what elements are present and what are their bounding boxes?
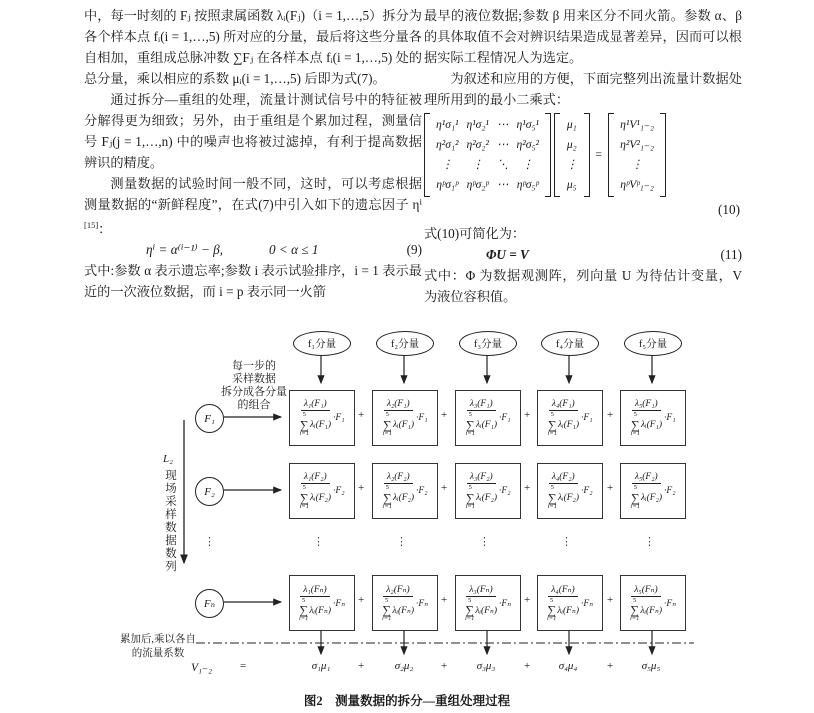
split-arrows [321, 354, 652, 383]
split-term-box [537, 463, 603, 519]
plus-sign: + [524, 409, 531, 421]
paragraph-text: ： [98, 221, 112, 237]
matrix-cell: η¹σ₁¹ [436, 118, 459, 131]
multiplier: ·Fₙ [581, 598, 594, 609]
paragraph: 式中:参数 α 表示遗忘率;参数 i 表示试验排序，i = 1 表示最近的一次液位数据，而 i = p 表示同一火箭 [84, 263, 422, 300]
plus-sign: + [358, 482, 365, 494]
left-column [84, 5, 422, 302]
sigma-icon: ∑ [630, 417, 640, 432]
fraction-numerator: λ₄(F₁) [549, 399, 578, 411]
sum-lower-limit: i=1 [465, 429, 475, 437]
fraction-denominator: λᵢ(F₂) [309, 492, 332, 503]
component-ellipse: f₅分量 [624, 331, 682, 356]
split-term-box [372, 390, 438, 446]
plus-sign: + [524, 660, 531, 672]
label-line: 拆分成各分量 [221, 386, 287, 398]
multiplier: ·F₁ [581, 413, 593, 423]
equation-formula: ηⁱ = α⁽ⁱ⁻¹⁾ − β, [146, 242, 224, 258]
multiplier: ·F₁ [333, 413, 345, 423]
equation-number: (9) [406, 242, 422, 258]
l2-label: L₂ [163, 453, 173, 465]
equation-10-matrix [424, 113, 742, 197]
matrix-cell: ηᵖσ₅ᵖ [516, 178, 539, 191]
result-term: σ₃μ₃ [476, 660, 496, 672]
sum-upper-limit: 5 [385, 411, 389, 418]
vector-cell: μ₁ [566, 118, 577, 131]
split-term-box [620, 463, 686, 519]
sigma-icon: ∑ [299, 603, 308, 617]
equation-condition: 0 < α ≤ 1 [269, 242, 319, 258]
sum-upper-limit: 5 [633, 411, 637, 418]
fraction-numerator: λ₂(F₁) [384, 399, 413, 411]
right-column [424, 5, 742, 307]
vertical-ellipsis: ⋮ [644, 536, 655, 548]
sum-upper-limit: 5 [550, 484, 554, 491]
figure-2-diagram [0, 330, 814, 692]
split-term-box [455, 390, 521, 446]
matrix-cell: η¹σ₂¹ [466, 118, 489, 131]
fraction-numerator: λ₁(Fₙ) [300, 584, 329, 597]
plus-sign: + [358, 594, 365, 606]
vertical-ellipsis: ⋮ [313, 536, 324, 548]
sigma-icon: ∑ [630, 490, 640, 505]
multiplier: ·F₂ [581, 486, 593, 496]
split-term-box [289, 575, 355, 631]
plus-sign: + [524, 482, 531, 494]
equation-11 [424, 244, 742, 265]
bracket-left [608, 113, 614, 197]
sum-upper-limit: 5 [302, 484, 306, 491]
plus-sign: + [607, 660, 614, 672]
vector-cell: η²V²₁₋₂ [620, 138, 655, 151]
sigma-icon: ∑ [547, 490, 557, 505]
sum-lower-limit: i=1 [299, 429, 309, 437]
matrix-cell: η²σ₂² [466, 138, 489, 151]
vector-cell: ⋮ [631, 158, 643, 171]
fraction-denominator: λᵢ(F₁) [309, 419, 332, 430]
sum-lower-limit: i=1 [382, 502, 392, 510]
vector-cell: ηᵖVᵖ₁₋₂ [620, 178, 654, 191]
plus-sign: + [441, 482, 448, 494]
fraction-numerator: λ₂(F₂) [384, 472, 413, 484]
sigma-icon: ∑ [299, 490, 309, 505]
sum-symbol [631, 485, 640, 510]
fraction-numerator: λ₃(Fₙ) [466, 584, 495, 597]
multiplier: ·F₂ [333, 486, 345, 496]
matrix-cell: η¹σ₅¹ [516, 118, 539, 131]
sum-upper-limit: 5 [550, 411, 554, 418]
sum-symbol [548, 485, 557, 510]
bracket-right [660, 113, 666, 197]
sum-lower-limit: i=1 [298, 615, 309, 622]
fraction-denominator: λᵢ(Fₙ) [309, 605, 332, 616]
matrix-cell: ⋮ [521, 158, 534, 171]
plus-sign: + [607, 594, 614, 606]
fraction-denominator: λᵢ(F₂) [392, 492, 415, 503]
sum-symbol [466, 485, 475, 510]
split-term-box [537, 390, 603, 446]
row-arrows [224, 417, 281, 602]
bracket-right [584, 113, 590, 197]
sigma-icon: ∑ [630, 603, 639, 617]
equation-9 [84, 239, 422, 260]
sum-lower-limit: i=1 [629, 615, 640, 622]
paragraph: 式中：Φ 为数据观测阵，列向量 U 为待估计变量，V 为液位容积值。 [424, 268, 742, 304]
sigma-icon: ∑ [465, 603, 474, 617]
label-line: 每一步的 [232, 360, 276, 372]
paragraph: 为叙述和应用的方便，下面完整列出流量计数据处理所用到的最小二乘式： [424, 71, 742, 107]
paragraph [84, 173, 422, 239]
equation-formula: ΦU = V [486, 247, 529, 262]
fraction-denominator: λᵢ(F₂) [640, 492, 663, 503]
matrix-cell: η²σ₁² [436, 138, 459, 151]
plus-sign: + [524, 594, 531, 606]
plus-sign: + [441, 660, 448, 672]
matrix-cell: ⋯ [496, 118, 509, 131]
plus-sign: + [358, 409, 365, 421]
fraction-numerator: λ₅(Fₙ) [631, 584, 660, 597]
sum-symbol [465, 598, 474, 623]
label-line: 累加后,乘以各自 [119, 634, 197, 645]
sum-lower-limit: i=1 [547, 429, 557, 437]
component-ellipse: f₂分量 [376, 331, 434, 356]
sum-upper-limit: 5 [385, 484, 389, 491]
multiplier: ·Fₙ [664, 598, 677, 609]
fraction-denominator: λᵢ(F₁) [475, 419, 498, 430]
sum-lower-limit: i=1 [630, 502, 640, 510]
sum-lower-limit: i=1 [630, 429, 640, 437]
vector-cell: η¹V¹₁₋₂ [620, 118, 655, 131]
plus-sign: + [607, 409, 614, 421]
sum-symbol [383, 485, 392, 510]
sum-upper-limit: 5 [550, 596, 554, 604]
fraction-denominator: λᵢ(Fₙ) [640, 605, 663, 616]
vector-cell: ⋮ [565, 158, 578, 171]
split-term-box [455, 463, 521, 519]
split-term-box [620, 575, 686, 631]
fraction-denominator: λᵢ(F₁) [640, 419, 663, 430]
paragraph-text: 测量数据的试验时间一般不同，这时，可以考虑根据测量数据的“新鲜程度”，在式(7)中引入如下的遗忘因子 ηⁱ [84, 176, 422, 212]
equation-number: (10) [718, 202, 740, 217]
sum-upper-limit: 5 [633, 596, 637, 604]
sum-upper-limit: 5 [302, 596, 306, 604]
fraction-numerator: λ₅(F₂) [632, 472, 661, 484]
sigma-icon: ∑ [382, 417, 392, 432]
sum-upper-limit: 5 [468, 596, 472, 604]
accumulate-label [114, 633, 202, 660]
fraction-denominator: λᵢ(F₁) [392, 419, 415, 430]
matrix-cell: ηᵖσ₂ᵖ [466, 178, 489, 191]
result-term: σ₂μ₂ [394, 660, 414, 672]
sum-symbol [382, 598, 391, 623]
matrix-cell: ⋯ [496, 138, 509, 151]
fraction-numerator: λ₅(F₁) [632, 399, 661, 411]
matrix-cell: ηᵖσ₁ᵖ [436, 178, 459, 191]
sum-symbol [548, 412, 557, 437]
sum-upper-limit: 5 [633, 484, 637, 491]
multiplier: ·F₂ [416, 486, 428, 496]
multiplier: ·F₂ [499, 486, 511, 496]
sum-lower-limit: i=1 [299, 502, 309, 510]
sigma-icon: ∑ [299, 417, 309, 432]
component-ellipse: f₃分量 [459, 331, 517, 356]
multiplier: ·F₁ [416, 413, 428, 423]
fraction-numerator: λ₂(Fₙ) [383, 584, 412, 597]
signal-circle: F₁ [195, 404, 224, 433]
vertical-ellipsis: ⋮ [479, 536, 490, 548]
signal-circle: F₂ [195, 477, 224, 506]
multiplier: ·F₁ [499, 413, 511, 423]
sum-upper-limit: 5 [385, 596, 389, 604]
split-term-box [289, 390, 355, 446]
bracket-left [424, 113, 430, 197]
sampling-sequence-label: 现场采样数据数列 [164, 469, 176, 573]
fraction-numerator: λ₁(F₂) [301, 472, 330, 484]
sigma-icon: ∑ [382, 603, 391, 617]
sum-lower-limit: i=1 [464, 615, 475, 622]
paragraph: 通过拆分—重组的处理，流量计测试信号中的特征被分解得更为细致；另外，由于重组是个累加过程，测量信号 Fⱼ(j = 1,…,n) 中的噪声也将被过滤掉，有利于提高数据辨识的精度。 [84, 92, 422, 170]
paragraph: 中，每一时刻的 Fⱼ 按照隶属函数 λᵢ(Fⱼ)（i = 1,…,5）拆分为各个样本点 fᵢ(i = 1,…,5) 所对应的分量，最后将这些分量各自相加，重组成总脉冲数 ∑Fⱼ 在各样本点 fᵢ(i = 1,…,5) 处的总分量，乘以相应的系数 μᵢ(i = 1,…,5) 后即为式(7)。 [84, 8, 422, 86]
split-term-box [289, 463, 355, 519]
label-line: 采样数据 [232, 373, 276, 385]
matrix-cell: ⋮ [471, 158, 484, 171]
bracket-left [554, 113, 560, 197]
split-term-box [537, 575, 603, 631]
sigma-icon: ∑ [382, 490, 392, 505]
label-line: 的组合 [237, 399, 271, 411]
sum-symbol [466, 412, 475, 437]
fraction-numerator: λ₃(F₁) [467, 399, 496, 411]
figure-caption: 图2 测量数据的拆分—重组处理过程 [303, 694, 511, 708]
sigma-icon: ∑ [547, 603, 556, 617]
fraction-denominator: λᵢ(F₁) [557, 419, 580, 430]
vertical-ellipsis: ⋮ [204, 536, 215, 548]
sigma-icon: ∑ [465, 417, 475, 432]
equals-sign: = [240, 660, 247, 672]
matrix-cell: ⋯ [496, 178, 509, 191]
plus-sign: + [607, 482, 614, 494]
matrix-cell: ⋱ [496, 158, 509, 171]
split-term-box [455, 575, 521, 631]
split-term-box [372, 463, 438, 519]
sigma-icon: ∑ [547, 417, 557, 432]
fraction-denominator: λᵢ(F₂) [475, 492, 498, 503]
sum-symbol [300, 485, 309, 510]
citation-ref: [15] [84, 220, 99, 230]
vector-cell: μ₅ [566, 178, 577, 191]
component-ellipse: f₁分量 [293, 331, 351, 356]
label-line: 的流量系数 [131, 647, 185, 659]
sigma-icon: ∑ [465, 490, 475, 505]
sum-down-arrows [321, 629, 652, 654]
paragraph: 式(10)可简化为： [424, 226, 526, 241]
sum-upper-limit: 5 [468, 411, 472, 418]
bracket-right [545, 113, 551, 197]
sum-lower-limit: i=1 [546, 615, 557, 622]
paragraph: 最早的液位数据;参数 β 用来区分不同火箭。参数 α、β 的具体取值不会对辨识结果造成显著差异，因而可以根据实际工程情况人为选定。 [424, 8, 742, 65]
volume-vector [617, 113, 657, 197]
signal-circle: Fₙ [195, 589, 224, 618]
sum-upper-limit: 5 [302, 411, 306, 418]
split-term-box [372, 575, 438, 631]
result-term: σ₅μ₅ [641, 660, 661, 672]
sum-symbol [631, 412, 640, 437]
sum-lower-limit: i=1 [465, 502, 475, 510]
fraction-denominator: λᵢ(Fₙ) [557, 605, 580, 616]
sum-lower-limit: i=1 [382, 429, 392, 437]
sum-symbol [547, 598, 556, 623]
vertical-ellipsis: ⋮ [396, 536, 407, 548]
plus-sign: + [441, 594, 448, 606]
sum-symbol [299, 598, 308, 623]
matrix-cell: ⋮ [441, 158, 454, 171]
fraction-denominator: λᵢ(F₂) [557, 492, 580, 503]
split-term-box [620, 390, 686, 446]
sum-symbol [630, 598, 639, 623]
fraction-numerator: λ₃(F₂) [467, 472, 496, 484]
multiplier: ·F₂ [664, 486, 676, 496]
vertical-ellipsis: ⋮ [561, 536, 572, 548]
multiplier: ·Fₙ [499, 598, 512, 609]
sum-upper-limit: 5 [468, 484, 472, 491]
result-term: σ₄μ₄ [558, 660, 578, 672]
result-lhs: V₁₋₂ [191, 662, 213, 674]
sum-symbol [300, 412, 309, 437]
component-ellipse: f₄分量 [541, 331, 599, 356]
plus-sign: + [358, 660, 365, 672]
multiplier: ·Fₙ [333, 598, 346, 609]
mu-vector [563, 113, 581, 197]
sum-symbol [383, 412, 392, 437]
matrix-cell: η²σ₅² [516, 138, 539, 151]
equals-sign: = [595, 148, 603, 161]
fraction-denominator: λᵢ(Fₙ) [392, 605, 415, 616]
fraction-numerator: λ₄(F₂) [549, 472, 578, 484]
vector-cell: μ₂ [566, 138, 577, 151]
fraction-denominator: λᵢ(Fₙ) [475, 605, 498, 616]
multiplier: ·F₁ [664, 413, 676, 423]
sum-lower-limit: i=1 [381, 615, 392, 622]
fraction-numerator: λ₄(Fₙ) [548, 584, 577, 597]
fraction-numerator: λ₁(F₁) [301, 399, 330, 411]
observation-matrix [433, 113, 542, 197]
sum-lower-limit: i=1 [547, 502, 557, 510]
equation-number: (11) [720, 247, 742, 262]
multiplier: ·Fₙ [416, 598, 429, 609]
result-term: σ₁μ₁ [311, 660, 331, 672]
plus-sign: + [441, 409, 448, 421]
